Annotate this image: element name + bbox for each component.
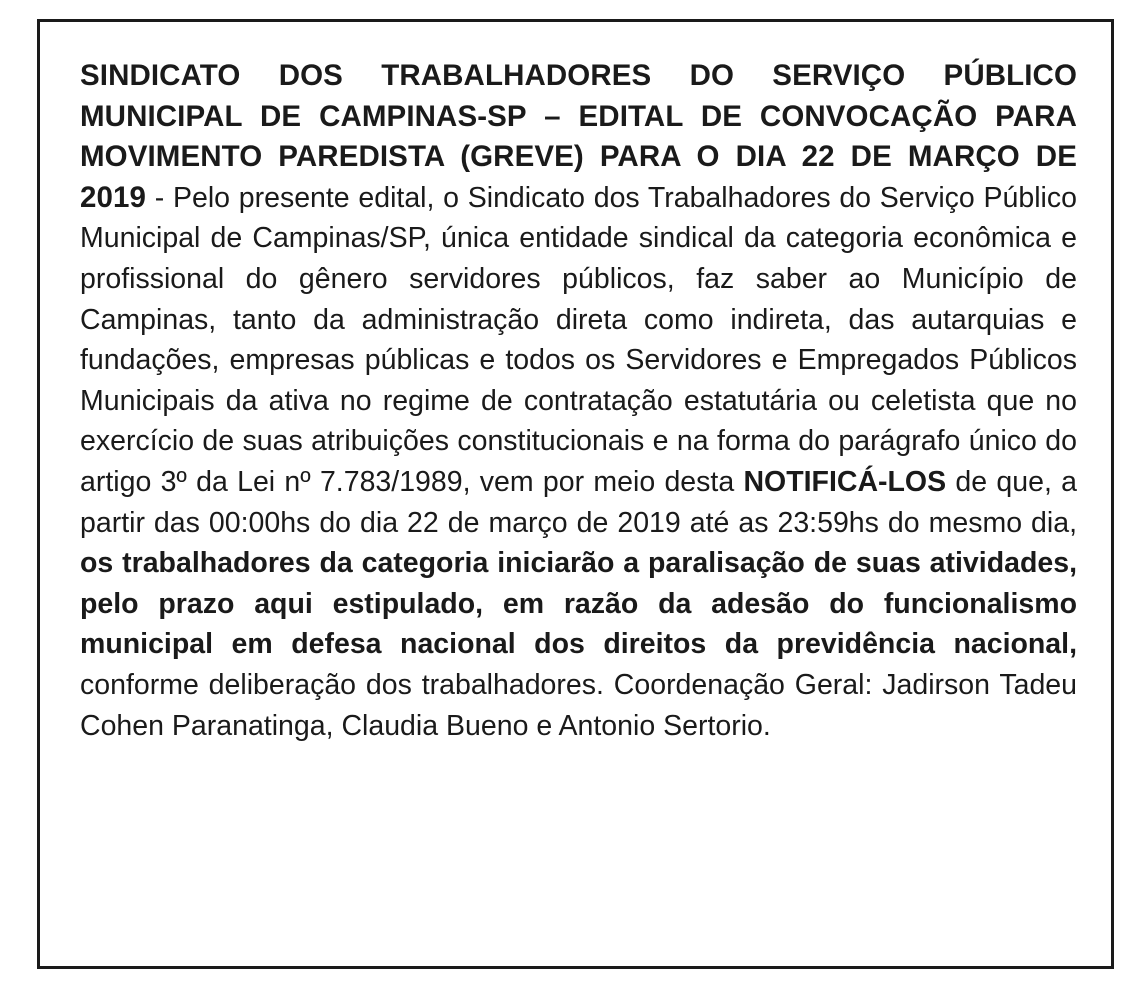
edital-title: SINDICATO DOS TRABALHADORES DO SERVIÇO PÚBLICO MUNICIPAL DE CAMPINAS-SP – EDITAL DE CONVOCAÇÃO PARA MOVIMENTO PAREDISTA (GREVE) PARA O DIA 22 DE MARÇO DE 2019 [80, 59, 1077, 214]
edital-notice-box [37, 19, 1114, 969]
edital-body-part2: de que, a partir das 00:00hs do dia 22 de março de 2019 até as 23:59hs do mesmo dia, [80, 465, 1077, 539]
edital-body-part3: conforme deliberação dos trabalhadores. Coordenação Geral: Jadirson Tadeu Cohen Paranatinga, Claudia Bueno e Antonio Sertorio. [80, 668, 1077, 742]
edital-body-part1: - Pelo presente edital, o Sindicato dos Trabalhadores do Serviço Público Municipal de Campinas/SP, única entidade sindical da categoria econômica e profissional do gênero servidores públicos, faz saber ao Município de Campinas, tanto da administração direta como indireta, das autarquias e fundações, empresas públicas e todos os Servidores e Empregados Públicos Municipais da ativa no regime de contratação estatutária ou celetista que no exercício de suas atribuições constitucionais e na forma do parágrafo único do artigo 3º da Lei nº 7.783/1989, vem por meio desta [80, 181, 1077, 498]
edital-text [80, 56, 1077, 746]
strike-emphasis: os trabalhadores da categoria iniciarão a paralisação de suas atividades, pelo prazo aqui estipulado, em razão da adesão do funcionalismo municipal em defesa nacional dos direitos da previdência nacional, [80, 547, 1077, 661]
notify-emphasis: NOTIFICÁ-LOS [743, 465, 947, 498]
